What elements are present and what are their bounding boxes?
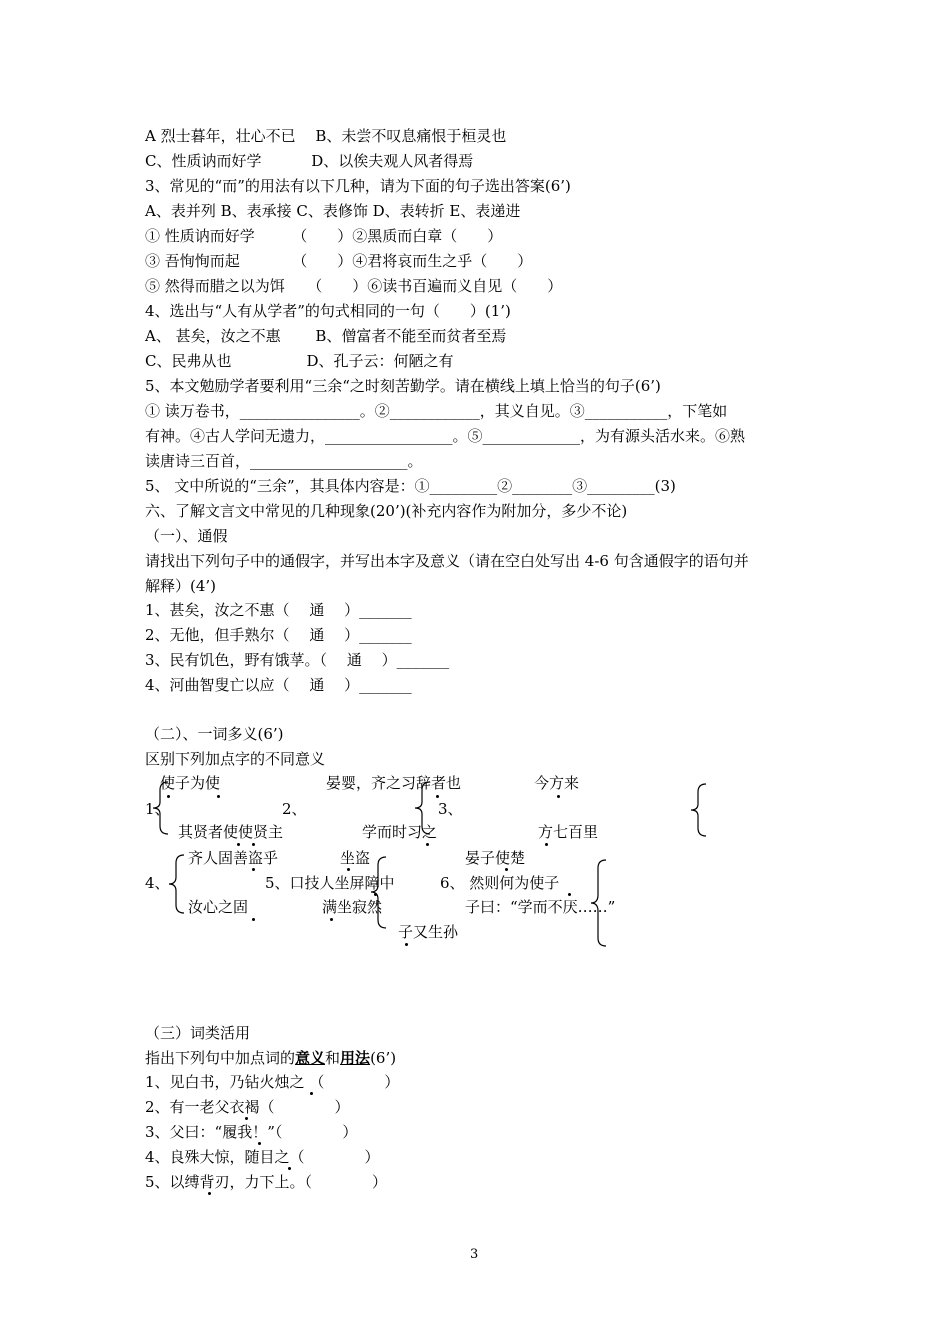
emphasis-dot [436, 795, 439, 798]
emphasis-dot [252, 868, 255, 871]
brace-empty [688, 782, 710, 838]
question-5-blanks-1: ① 读万卷书，________________。②____________，其义自见。③___________，下笔如 [145, 402, 728, 420]
polysemy-4-top: 齐人固善盗乎 [188, 849, 279, 867]
emphasis-dot [557, 795, 560, 798]
tongjia-item-2: 2、无他，但手熟尔（ 通 ）_______ [145, 626, 412, 644]
line-option-c: C、性质讷而好学 D、以俟夫观人风者得焉 [145, 152, 474, 170]
emphasis-dot [568, 893, 571, 896]
polysemy-1-number: 1、 [145, 800, 170, 818]
emphasis-dot [347, 868, 350, 871]
emphasis-dot [288, 1167, 291, 1170]
brace-5 [368, 855, 390, 930]
polysemy-6-top: 晏子使楚 [465, 849, 526, 867]
emphasis-dot [217, 795, 220, 798]
question-4-options-cd: C、民弗从也 D、孔子云：何陋之有 [145, 352, 454, 370]
subsection-1-heading: （一）、通假 [145, 527, 228, 545]
huoyong-item-1: 1、见白书，乃钻火烛之 （ ） [145, 1073, 400, 1091]
polysemy-6-extra: 子又生孙 [398, 923, 459, 941]
subsection-1-instruction: 请找出下列句子中的通假字，并写出本字及意义（请在空白处写出 4-6 句含通假字的语句并 [145, 552, 749, 570]
polysemy-1-bottom: 其贤者使使贤主 [178, 823, 284, 841]
emphasis-dot [426, 843, 429, 846]
tongjia-item-1: 1、甚矣，汝之不惠（ 通 ）_______ [145, 601, 412, 619]
question-4: 4、选出与“人有从学者”的句式相同的一句（ ）(1’) [145, 302, 511, 320]
huoyong-item-5: 5、以缚背刃，力下上。（ ） [145, 1173, 388, 1191]
polysemy-5-bottom: 满坐寂然 [322, 898, 383, 916]
polysemy-3-number: 3、 [438, 800, 463, 818]
polysemy-3-bottom: 方七百里 [538, 823, 599, 841]
tongjia-item-4: 4、河曲智叟亡以应（ 通 ）_______ [145, 676, 412, 694]
huoyong-item-3: 3、父曰：“履我！”（ ） [145, 1123, 358, 1141]
polysemy-6-sentence: 6、 然则何为使子 [440, 874, 560, 892]
polysemy-6-bottom: 子曰：“学而不厌……” [465, 898, 616, 916]
brace-3 [412, 780, 434, 836]
polysemy-5-top: 坐盗 [340, 849, 371, 867]
emphasis-dot [252, 918, 255, 921]
question-5: 5、本文勉励学者要利用“三余“之时刻苦勤学。请在横线上填上恰当的句子(6’) [145, 377, 661, 395]
question-3: 3、常见的“而”的用法有以下几种，请为下面的句子选出答案(6’) [145, 177, 571, 195]
emphasis-dot [545, 843, 548, 846]
polysemy-2-number: 2、 [282, 800, 307, 818]
question-3-item-2: ③ 吾恂恂而起 （ ）④君将哀而生之乎（ ） [145, 252, 533, 270]
subsection-1-instruction-cont: 解释）(4’) [145, 577, 217, 595]
polysemy-3-top: 今方来 [534, 774, 580, 792]
polysemy-5-sentence: 5、口技人坐屏障中 [265, 874, 395, 892]
emphasis-dot [310, 1092, 313, 1095]
question-5-blanks-3: 读唐诗三百首，_____________________。 [145, 452, 423, 470]
page-number: 3 [470, 1247, 479, 1262]
emphasis-dot [167, 795, 170, 798]
subsection-2-heading: （二）、一词多义(6’) [145, 725, 284, 743]
emphasis-dot [405, 943, 408, 946]
emphasis-dot [505, 868, 508, 871]
emphasis-dot [374, 893, 377, 896]
question-3-options: A、表并列 B、表承接 C、表修饰 D、表转折 E、表递进 [145, 202, 521, 220]
emphasis-dot [258, 1142, 261, 1145]
polysemy-4-bottom: 汝心之固 [188, 898, 249, 916]
emphasis-dot [237, 843, 240, 846]
polysemy-2-bottom: 学而时习之 [362, 823, 438, 841]
subsection-3-heading: （三）词类活用 [145, 1024, 251, 1042]
line-option-a: A 烈士暮年，壮心不已 B、未尝不叹息痛恨于桓灵也 [145, 127, 507, 145]
subsection-2-instruction: 区别下列加点字的不同意义 [145, 750, 326, 768]
emphasis-dot [330, 918, 333, 921]
emphasis-dot [208, 1192, 211, 1195]
huoyong-item-4: 4、良殊大惊，随目之（ ） [145, 1148, 380, 1166]
brace-4 [166, 853, 188, 915]
brace-1 [150, 780, 172, 836]
question-3-item-1: ① 性质讷而好学 （ ）②黑质而白章（ ） [145, 227, 503, 245]
huoyong-item-2: 2、有一老父衣褐（ ） [145, 1098, 350, 1116]
emphasis-dot [252, 843, 255, 846]
subsection-3-instruction: 指出下列句中加点词的意义和用法(6’) [145, 1049, 397, 1067]
question-5b: 5、 文中所说的“三余”，其具体内容是：①_________②________③_________(3) [145, 477, 676, 495]
section-6-heading: 六、了解文言文中常见的几种现象(20’)(补充内容作为附加分，多少不论) [145, 502, 628, 520]
question-3-item-3: ⑤ 然得而腊之以为饵 （ ）⑥读书百遍而义自见（ ） [145, 277, 563, 295]
tongjia-item-3: 3、民有饥色，野有饿莩。（ 通 ）_______ [145, 651, 450, 669]
brace-6 [588, 858, 610, 948]
polysemy-4-number: 4、 [145, 874, 170, 892]
emphasis-dot [245, 1117, 248, 1120]
polysemy-2-top: 晏婴，齐之习辞者也 [326, 774, 462, 792]
question-4-options-ab: A、 甚矣，汝之不惠 B、僧富者不能至而贫者至焉 [145, 327, 507, 345]
question-5-blanks-2: 有神。④古人学问无遗力，_________________。⑤_____________，为有源头活水来。⑥熟 [145, 427, 746, 445]
polysemy-1-top: 使子为使 [160, 774, 221, 792]
